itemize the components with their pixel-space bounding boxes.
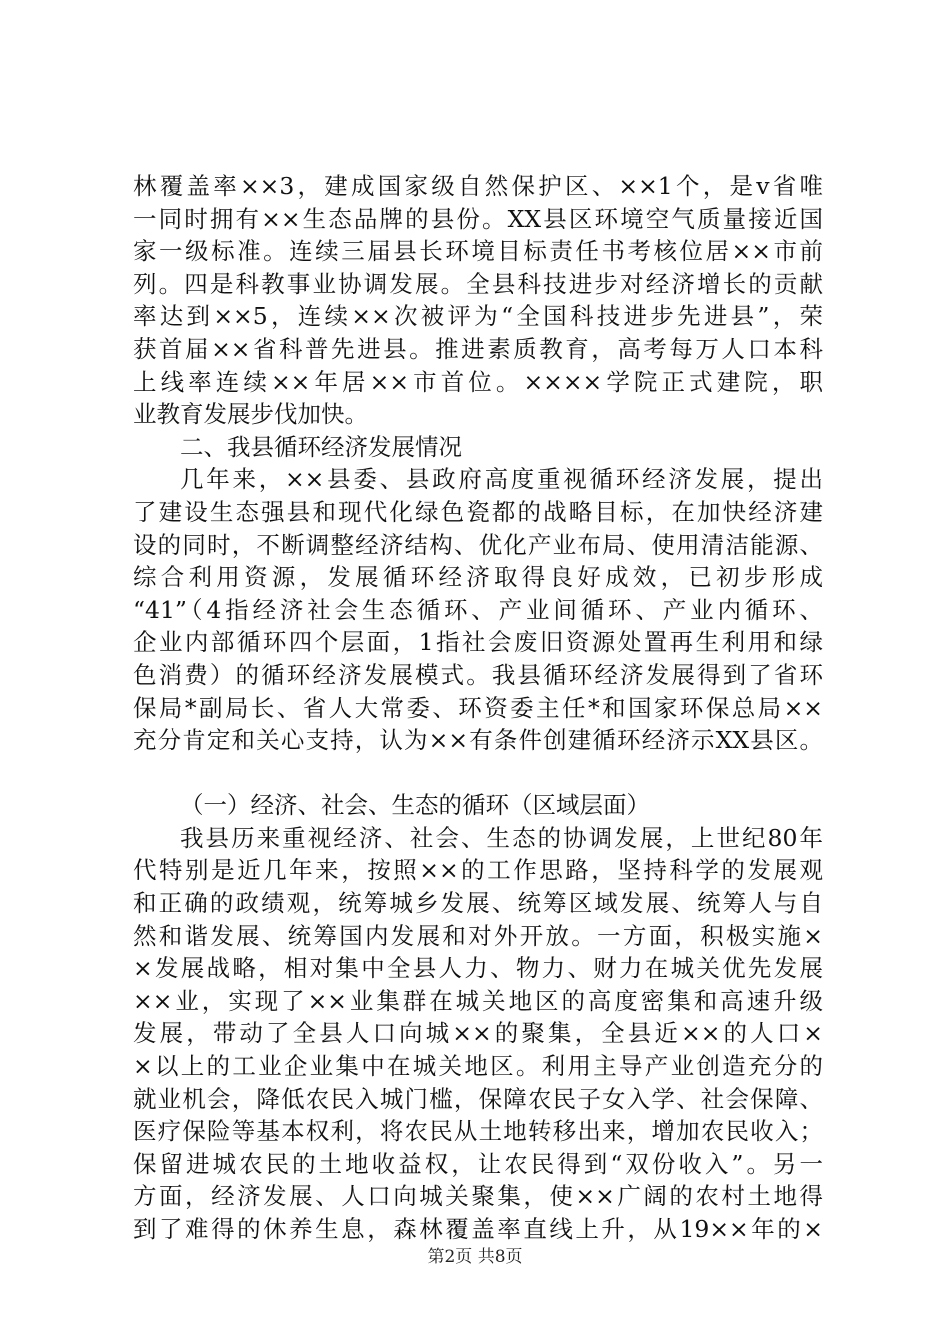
text-line: 和正确的政绩观，统筹城乡发展、统筹区域发展、统筹人与自 xyxy=(133,889,823,918)
text-line: 方面，经济发展、人口向城关聚集，使××广阔的农村土地得 xyxy=(133,1182,823,1211)
text-line: 然和谐发展、统筹国内发展和对外开放。一方面，积极实施× xyxy=(133,921,823,950)
document-body xyxy=(133,170,823,1246)
text-line: 获首届××省科普先进县。推进素质教育，高考每万人口本科 xyxy=(133,334,823,363)
section-heading: 二、我县循环经济发展情况 xyxy=(180,432,462,461)
text-line: 率达到××5，连续××次被评为“全国科技进步先进县”，荣 xyxy=(133,302,823,331)
text-line: 代特别是近几年来，按照××的工作思路，坚持科学的发展观 xyxy=(133,856,823,885)
text-line: 一同时拥有××生态品牌的县份。XX县区环境空气质量接近国 xyxy=(133,204,823,233)
text-line: 业教育发展步伐加快。 xyxy=(133,400,368,429)
text-line: ××业，实现了××业集群在城关地区的高度密集和高速升级 xyxy=(133,986,823,1015)
text-line: “41”（4指经济社会生态循环、产业间循环、产业内循环、 xyxy=(133,595,823,624)
page-number-footer: 第2页 共8页 xyxy=(427,1247,523,1267)
paragraph-first-line: 我县历来重视经济、社会、生态的协调发展，上世纪80年 xyxy=(180,823,823,852)
text-line: 综合利用资源，发展循环经济取得良好成效，已初步形成 xyxy=(133,563,823,592)
text-line: 到了难得的休养生息，森林覆盖率直线上升，从19××年的× xyxy=(133,1215,823,1243)
text-line: 林覆盖率××3，建成国家级自然保护区、××1个，是v省唯 xyxy=(133,172,823,200)
subsection-heading: （一）经济、社会、生态的循环（区域层面） xyxy=(180,791,650,820)
paragraph-gap xyxy=(133,757,823,790)
text-line: 医疗保险等基本权利，将农民从土地转移出来，增加农民收入； xyxy=(133,1117,823,1146)
text-line: ×以上的工业企业集中在城关地区。利用主导产业创造充分的 xyxy=(133,1052,823,1081)
paragraph-first-line: 几年来，××县委、县政府高度重视循环经济发展，提出 xyxy=(180,465,823,494)
text-line: 色消费）的循环经济发展模式。我县循环经济发展得到了省环 xyxy=(133,660,823,689)
text-line: 设的同时，不断调整经济结构、优化产业布局、使用清洁能源、 xyxy=(133,530,823,559)
text-line: 就业机会，降低农民入城门槛，保障农民子女入学、社会保障、 xyxy=(133,1084,823,1113)
text-line: 充分肯定和关心支持，认为××有条件创建循环经济示XX县区。 xyxy=(133,726,823,755)
text-line: 家一级标准。连续三届县长环境目标责任书考核位居××市前 xyxy=(133,237,823,266)
text-line: 上线率连续××年居××市首位。××××学院正式建院，职 xyxy=(133,367,823,396)
text-line: ×发展战略，相对集中全县人力、物力、财力在城关优先发展 xyxy=(133,954,823,983)
text-line: 了建设生态强县和现代化绿色瓷都的战略目标，在加快经济建 xyxy=(133,497,823,526)
text-line: 企业内部循环四个层面，1指社会废旧资源处置再生利用和绿 xyxy=(133,628,823,657)
text-line: 保留进城农民的土地收益权，让农民得到“双份收入”。另一 xyxy=(133,1149,823,1178)
text-line: 列。四是科教事业协调发展。全县科技进步对经济增长的贡献 xyxy=(133,269,823,298)
text-line: 保局*副局长、省人大常委、环资委主任*和国家环保总局×× xyxy=(133,693,823,722)
text-line: 发展，带动了全县人口向城××的聚集，全县近××的人口× xyxy=(133,1019,823,1048)
